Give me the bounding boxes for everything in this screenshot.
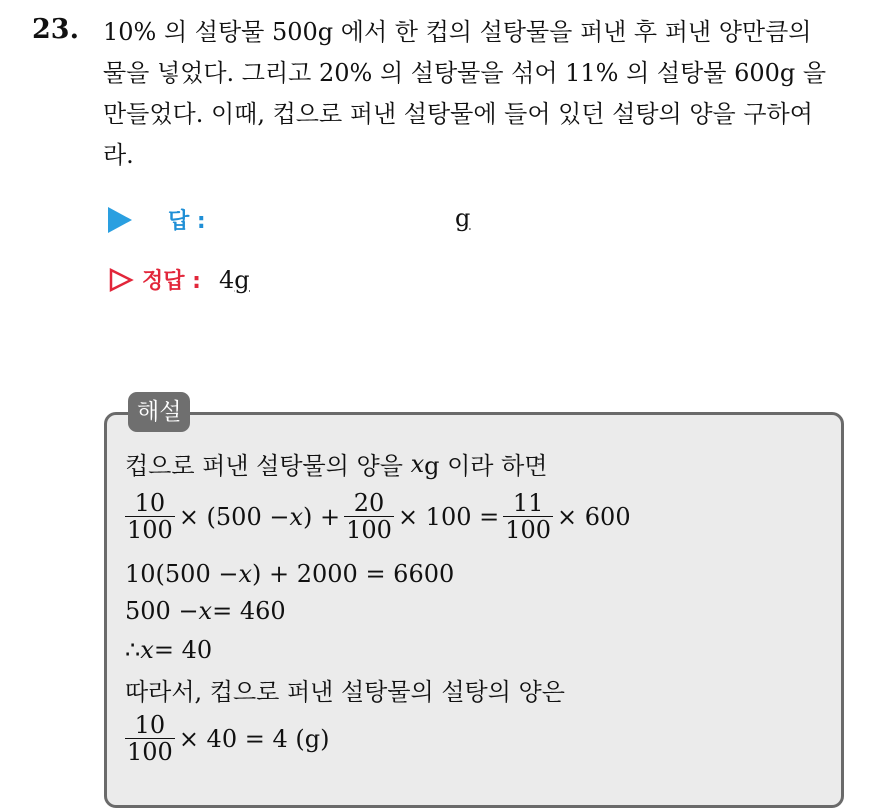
equation-5 (125, 712, 329, 765)
question-text (103, 12, 863, 176)
equation-term: × (500 − (178, 502, 290, 531)
variable-x: x (238, 560, 252, 588)
fraction-denominator: 100 (505, 516, 552, 544)
fraction (125, 490, 175, 543)
equation-1 (125, 490, 631, 543)
equation-term: × 600 (557, 502, 631, 531)
solution-conclusion: 따라서, 컵으로 퍼낸 설탕물의 설탕의 양은 (125, 678, 565, 706)
intro-text: 컵으로 퍼낸 설탕물의 양을 (125, 452, 403, 480)
variable-x: x (198, 597, 213, 625)
equation-term: = 40 (153, 636, 213, 664)
correct-answer-value (219, 266, 250, 294)
fraction (344, 490, 394, 543)
equation-3 (125, 597, 286, 625)
fraction-denominator: 100 (127, 738, 173, 766)
equation-term: 10(500 − (125, 560, 239, 588)
fraction-numerator: 11 (512, 489, 544, 517)
fraction-denominator: 100 (127, 516, 173, 544)
answer-blank-row (108, 204, 206, 235)
outline-triangle-icon (108, 267, 134, 293)
variable-x: x (140, 636, 154, 664)
correct-answer-label: 정답 : (142, 269, 201, 294)
correct-answer-row (108, 264, 250, 295)
equation-term: 500 − (125, 597, 199, 625)
answer-number: 4 (218, 265, 235, 294)
solution-tag: 해설 (128, 392, 190, 432)
question-line: 만들었다. 이때, 컵으로 퍼낸 설탕물에 들어 있던 설탕의 양을 구하여 (103, 100, 813, 128)
equation-term: = 460 (212, 597, 286, 625)
question-line: 물을 넣었다. 그리고 20% 의 설탕물을 섞어 11% 의 설탕물 600g 을 (103, 59, 827, 87)
variable-x: x (289, 502, 304, 531)
answer-unit: g (234, 265, 250, 294)
answer-blank-unit: g (455, 204, 471, 232)
fraction (503, 490, 553, 543)
equation-term: ) + (303, 502, 341, 531)
equation-2 (125, 560, 454, 588)
equation-4 (125, 636, 212, 664)
fraction (125, 712, 175, 765)
question-line: 10% 의 설탕물 500g 에서 한 컵의 설탕물을 퍼낸 후 퍼낸 양만큼의 (103, 18, 812, 46)
therefore-symbol: ∴ (125, 636, 141, 664)
equation-term: ) + 2000 = 6600 (252, 560, 455, 588)
play-triangle-icon (108, 207, 132, 233)
variable-x: x (410, 449, 425, 478)
answer-label: 답 : (168, 209, 206, 234)
question-line: 라. (103, 141, 134, 169)
solution-intro (125, 446, 547, 481)
question-number: 23. (32, 14, 79, 45)
fraction-numerator: 20 (353, 489, 385, 517)
fraction-denominator: 100 (346, 516, 392, 544)
fraction-numerator: 10 (134, 711, 166, 739)
equation-term: × 40 = 4 (g) (178, 724, 330, 753)
equation-term: × 100 = (397, 502, 500, 531)
fraction-numerator: 10 (134, 489, 166, 517)
intro-text-end: g 이라 하면 (424, 452, 548, 480)
